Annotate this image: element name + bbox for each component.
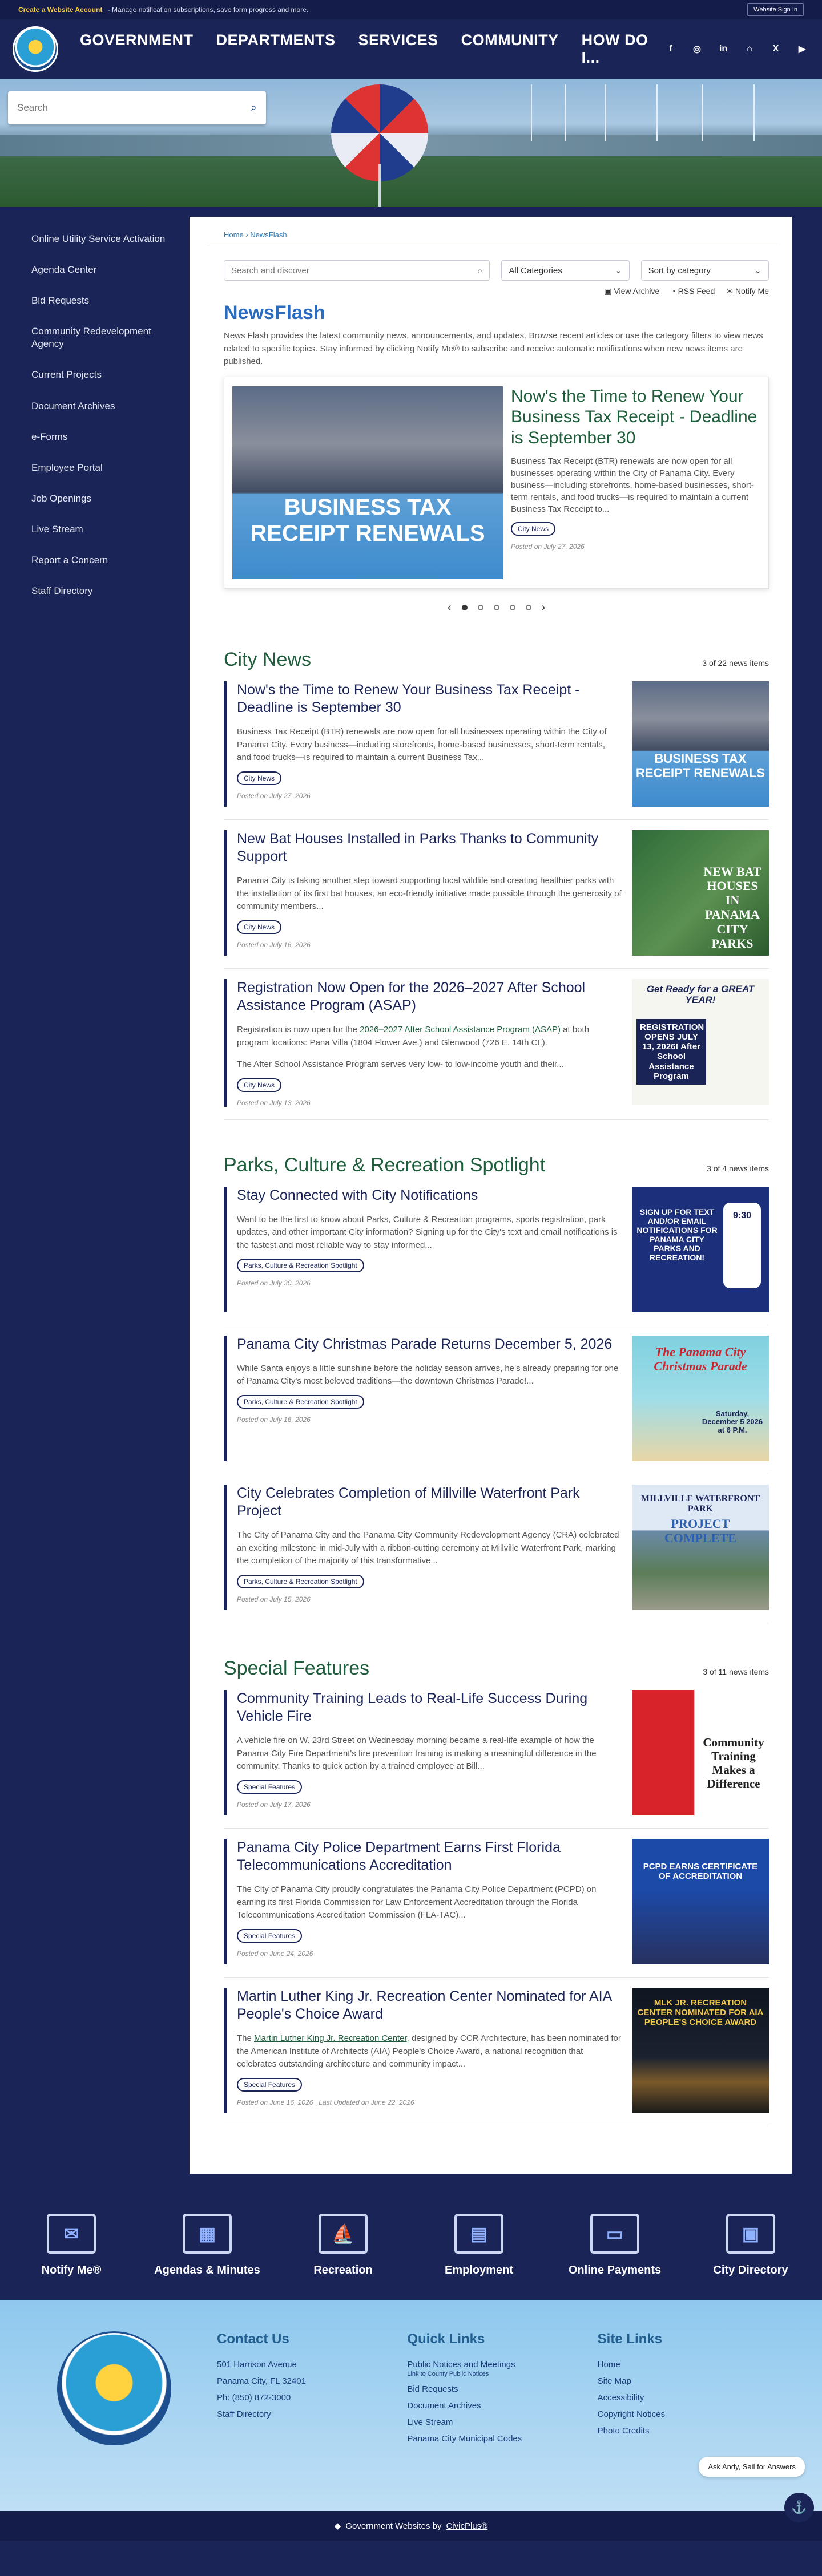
thumbnail-text: MILLVILLE WATERFRONT PARK: [640, 1493, 760, 1514]
sidebar-item-cra[interactable]: Community Redevelopment Agency: [31, 326, 151, 350]
news-item-title[interactable]: New Bat Houses Installed in Parks Thanks to Community Support: [237, 830, 599, 864]
news-item-thumbnail[interactable]: [632, 681, 769, 807]
news-item-posted: Posted on July 16, 2026: [237, 1415, 311, 1424]
breadcrumb-current[interactable]: NewsFlash: [250, 230, 287, 239]
footer-contact: [217, 2331, 407, 2480]
phone-graphic: 9:30: [723, 1203, 761, 1288]
news-item-title[interactable]: Community Training Leads to Real-Life Success During Vehicle Fire: [237, 1690, 588, 1724]
item-accent-bar: [224, 1336, 227, 1461]
quick-link-recreation[interactable]: [277, 2214, 409, 2277]
chevron-down-icon: ⌄: [754, 266, 761, 276]
news-item-title[interactable]: Now's the Time to Renew Your Business Tax Receipt - Deadline is September 30: [237, 681, 580, 715]
news-item-posted: Posted on July 15, 2026: [237, 1595, 311, 1603]
news-item-title[interactable]: Registration Now Open for the 2026–2027 After School Assistance Program (ASAP): [237, 979, 586, 1013]
carousel-controls: [224, 601, 769, 614]
footer-link-label: Public Notices and Meetings: [407, 2360, 515, 2369]
breadcrumb-home[interactable]: Home: [224, 230, 244, 239]
news-item: [224, 820, 769, 969]
sailboat-mast: [656, 84, 658, 141]
archive-icon: ▣: [604, 286, 614, 296]
news-search-input[interactable]: [224, 260, 490, 281]
parks-header: [224, 1154, 769, 1176]
news-item-summary: [237, 1024, 622, 1049]
footer-link-site-map[interactable]: Site Map: [597, 2376, 631, 2386]
news-item-thumbnail[interactable]: [632, 1839, 769, 1964]
sidebar-item-e-forms[interactable]: e-Forms: [31, 431, 68, 442]
news-item: [224, 671, 769, 820]
quick-link-label: Online Payments: [568, 2264, 662, 2276]
footer-link-municipal-codes[interactable]: Panama City Municipal Codes: [407, 2434, 522, 2444]
site-footer: [0, 2300, 822, 2514]
news-filters: [224, 260, 769, 281]
account-prompt: [18, 6, 308, 14]
view-archive-label: View Archive: [614, 286, 660, 296]
item-accent-bar: [224, 1187, 227, 1312]
news-item-summary-2: The After School Assistance Program serves very low- to low-income youth and their...: [237, 1059, 564, 1069]
quick-link-label: Notify Me®: [41, 2264, 102, 2276]
instagram-icon[interactable]: ◎: [693, 45, 701, 54]
vendor-credit: [0, 2511, 822, 2541]
folder-person-icon: ▣: [726, 2214, 775, 2254]
chevron-left-icon[interactable]: ‹: [447, 601, 452, 614]
contact-city: Panama City, FL 32401: [217, 2376, 306, 2386]
item-accent-bar: [224, 1690, 227, 1815]
news-item-tag[interactable]: Special Features: [237, 1929, 302, 1943]
city-logo[interactable]: [13, 26, 58, 72]
civicplus-link[interactable]: CivicPlus®: [446, 2521, 488, 2531]
mlk-center-link[interactable]: Martin Luther King Jr. Recreation Center: [254, 2033, 407, 2043]
news-item-summary: [237, 2032, 622, 2071]
carousel-dot[interactable]: [478, 605, 483, 610]
site-header: [0, 19, 822, 79]
special-features-header: [224, 1657, 769, 1680]
site-search: [8, 91, 266, 124]
contact-phone[interactable]: Ph: (850) 872-3000: [217, 2393, 291, 2403]
quick-link-notify[interactable]: [6, 2214, 137, 2277]
featured-carousel-slide[interactable]: [224, 377, 769, 589]
thumbnail-text-2: PROJECT COMPLETE: [664, 1516, 736, 1545]
news-item: [224, 1829, 769, 1978]
news-item: [224, 1978, 769, 2126]
featured-slide-tag[interactable]: City News: [511, 522, 555, 536]
page-title: NewsFlash: [224, 302, 325, 323]
credit-card-icon: ▭: [590, 2214, 639, 2254]
footer-contact-title: Contact Us: [217, 2331, 289, 2347]
sidebar-item-agenda-center[interactable]: Agenda Center: [31, 264, 97, 276]
item-accent-bar: [224, 1839, 227, 1964]
chat-prompt[interactable]: Ask Andy, Sail for Answers: [699, 2457, 805, 2477]
envelope-icon: ✉: [47, 2214, 96, 2254]
footer-link-bid-requests[interactable]: Bid Requests: [407, 2384, 458, 2394]
item-accent-bar: [224, 681, 227, 807]
sailboat-mast: [754, 84, 755, 141]
sidebar-item-employee-portal[interactable]: Employee Portal: [31, 462, 103, 473]
civicplus-icon: ◆: [334, 2521, 341, 2531]
nav-departments[interactable]: DEPARTMENTS: [216, 31, 336, 48]
thumbnail-date: Saturday, December 5 2026 at 6 P.M.: [702, 1409, 763, 1435]
news-item-title[interactable]: Panama City Christmas Parade Returns December 5, 2026: [237, 1336, 613, 1352]
city-news-title[interactable]: City News: [224, 648, 312, 670]
news-search-placeholder: Search and discover: [231, 265, 309, 276]
sort-select-value: Sort by category: [648, 265, 711, 276]
news-item-summary: The City of Panama City and the Panama City Community Redevelopment Agency (CRA) celebrated an exciting milestone in mid-July with a ribbon-cutting ceremony at Millville Waterfront Park, marking the completion of the majority of this transformative...: [237, 1530, 619, 1566]
news-item-tag[interactable]: Parks, Culture & Recreation Spotlight: [237, 1575, 364, 1588]
thumbnail-text: MLK JR. RECREATION CENTER NOMINATED FOR AIA PEOPLE'S CHOICE AWARD: [637, 1997, 764, 2027]
news-item-tag[interactable]: Parks, Culture & Recreation Spotlight: [237, 1395, 364, 1409]
summary-text: , designed by CCR Architecture, has been nominated for the American Institute of Architects (AIA) People's Choice Award, a national recognition that celebrates outstanding architecture and community impact...: [237, 2033, 621, 2069]
main-nav: [80, 31, 663, 67]
create-account-link[interactable]: Create a Website Account: [18, 6, 103, 14]
carousel-dot[interactable]: [510, 605, 515, 610]
search-icon[interactable]: ⌕: [250, 101, 257, 114]
footer-quick-links: [407, 2331, 597, 2480]
asap-link[interactable]: 2026–2027 After School Assistance Program (ASAP): [360, 1025, 561, 1034]
carousel-dot[interactable]: [494, 605, 499, 610]
linkedin-icon[interactable]: in: [719, 44, 728, 54]
sort-select[interactable]: [641, 260, 769, 281]
x-icon[interactable]: X: [772, 44, 779, 54]
sailboat-mast: [565, 84, 566, 141]
news-item-posted: Posted on July 13, 2026: [237, 1098, 311, 1107]
news-item-thumbnail[interactable]: [632, 830, 769, 956]
footer-link-home[interactable]: Home: [597, 2360, 620, 2369]
news-item-thumbnail[interactable]: [632, 1988, 769, 2113]
news-item-summary: Panama City is taking another step toward supporting local wildlife and creating healthier parks with the installation of its first bat houses, an eco-friendly initiative made possible through the generosity of community members...: [237, 876, 622, 911]
chevron-right-icon[interactable]: ›: [541, 601, 546, 614]
summary-text: Registration is now open for the: [237, 1025, 360, 1034]
news-item: [224, 1474, 769, 1623]
news-item-posted: Posted on June 16, 2026 | Last Updated on June 22, 2026: [237, 2098, 414, 2106]
sidebar: [0, 217, 188, 2174]
parks-title[interactable]: Parks, Culture & Recreation Spotlight: [224, 1154, 546, 1176]
featured-slide-posted: Posted on July 27, 2026: [511, 543, 585, 551]
sidebar-item-document-archives[interactable]: Document Archives: [31, 400, 115, 411]
calendar-check-icon: ▦: [183, 2214, 232, 2254]
news-item-thumbnail[interactable]: [632, 1485, 769, 1610]
news-item-summary: Business Tax Receipt (BTR) renewals are now open for all businesses operating within the City of Panama City. Every business—including storefronts, home-based businesses, short-term rentals, and food trucks—is required to maintain a current Business Tax...: [237, 727, 607, 762]
sailboat-icon: ⛵: [319, 2214, 368, 2254]
sidebar-item-job-openings[interactable]: Job Openings: [31, 492, 91, 504]
briefcase-icon: ▤: [454, 2214, 503, 2254]
breadcrumb: [207, 230, 780, 246]
news-item-summary: A vehicle fire on W. 23rd Street on Wednesday morning became a real-life example of how the Panama City Fire Department's fire prevention training is making a meaningful difference in the community. Thanks to quick action by a trained employee at Bill...: [237, 1736, 597, 1771]
news-item: [224, 1680, 769, 1829]
breadcrumb-separator: ›: [245, 230, 248, 239]
news-item-summary: Want to be the first to know about Parks, Culture & Recreation programs, sports registration, park updates, and other important City information? Signing up for the City's text and email notifications is the fastest and most reliable way to stay informed...: [237, 1214, 618, 1250]
news-item-posted: Posted on July 16, 2026: [237, 940, 311, 949]
quick-link-directory[interactable]: [685, 2214, 816, 2277]
news-item-title[interactable]: Panama City Police Department Earns First Florida Telecommunications Accreditation: [237, 1839, 561, 1873]
thumbnail-text: NEW BAT HOUSES IN PANAMA CITY PARKS: [703, 864, 761, 951]
carousel-dot[interactable]: [526, 605, 531, 610]
footer-site-title: Site Links: [597, 2331, 663, 2347]
quick-link-label: Recreation: [313, 2264, 373, 2276]
main-content: [190, 217, 792, 2174]
pinwheel-stick: [378, 164, 381, 207]
news-item-tag[interactable]: City News: [237, 1078, 281, 1092]
news-item-thumbnail[interactable]: [632, 1336, 769, 1461]
item-accent-bar: [224, 979, 227, 1107]
contact-staff-directory[interactable]: Staff Directory: [217, 2409, 271, 2419]
nav-community[interactable]: COMMUNITY: [461, 31, 559, 48]
nextdoor-icon[interactable]: ⌂: [747, 44, 752, 54]
notify-me-link[interactable]: [726, 286, 769, 296]
quick-link-employment[interactable]: [413, 2214, 545, 2277]
news-item-tag[interactable]: Parks, Culture & Recreation Spotlight: [237, 1259, 364, 1272]
news-item-summary: While Santa enjoys a little sunshine before the holiday season arrives, he's already preparing for one of Panama City's most beloved traditions—the downtown Christmas Parade!...: [237, 1363, 619, 1386]
page-description: News Flash provides the latest community news, announcements, and updates. Browse recent articles or use the category filters to view news related to specific topics. Stay informed by clicking Notify Me® to subscribe and receive automatic notifications when new news items are published.: [224, 331, 763, 366]
news-actions: [224, 286, 769, 296]
item-accent-bar: [224, 1485, 227, 1610]
quick-link-agendas[interactable]: [142, 2214, 273, 2277]
footer-link-live-stream[interactable]: Live Stream: [407, 2417, 453, 2427]
rss-feed-label: RSS Feed: [678, 286, 715, 296]
thumbnail-heading: Get Ready for a GREAT YEAR!: [646, 983, 755, 1006]
sidebar-item-staff-directory[interactable]: Staff Directory: [31, 585, 93, 597]
news-item-tag[interactable]: Special Features: [237, 2078, 302, 2092]
sailboat-mast: [702, 84, 703, 141]
city-seal-logo: [57, 2331, 171, 2445]
footer-link-accessibility[interactable]: Accessibility: [597, 2393, 644, 2403]
item-accent-bar: [224, 1988, 227, 2113]
news-item: [224, 969, 769, 1120]
news-item-posted: Posted on June 24, 2026: [237, 1949, 313, 1958]
thumbnail-text: BUSINESS TAX RECEIPT RENEWALS: [635, 751, 765, 780]
footer-sublink[interactable]: Link to County Public Notices: [407, 2371, 489, 2377]
view-archive-link[interactable]: [604, 286, 659, 296]
quick-link-payments[interactable]: [549, 2214, 680, 2277]
news-item-tag[interactable]: Special Features: [237, 1780, 302, 1794]
news-item-thumbnail[interactable]: [632, 1187, 769, 1312]
business-tax-image-text: BUSINESS TAX RECEIPT RENEWALS: [250, 494, 485, 546]
city-news-header: [224, 649, 769, 671]
footer-quick-title: Quick Links: [407, 2331, 485, 2347]
social-links: [663, 42, 809, 56]
hero-banner: [0, 79, 822, 207]
category-select-value: All Categories: [509, 265, 562, 276]
summary-text: The: [237, 2033, 255, 2043]
nav-how-do-i[interactable]: HOW DO I...: [581, 31, 648, 66]
search-icon[interactable]: ⌕: [477, 265, 483, 276]
top-bar: [0, 0, 822, 19]
website-sign-in-button[interactable]: Website Sign In: [747, 3, 804, 16]
business-tax-image: [232, 386, 503, 579]
city-news-count: 3 of 22 news items: [702, 658, 769, 668]
sidebar-item-current-projects[interactable]: Current Projects: [31, 369, 102, 381]
thumbnail-text: The Panama City Christmas Parade: [654, 1344, 747, 1373]
chatbot-icon[interactable]: ⚓: [784, 2493, 814, 2522]
account-tagline: - Manage notification subscriptions, save form progress and more.: [107, 6, 309, 14]
quick-link-label: City Directory: [713, 2264, 788, 2276]
featured-slide-body: [511, 386, 760, 579]
thumbnail-text: PCPD EARNS CERTIFICATE OF ACCREDITATION: [643, 1861, 758, 1881]
credit-text: Government Websites by: [345, 2521, 442, 2531]
news-item-title[interactable]: Stay Connected with City Notifications: [237, 1187, 478, 1203]
special-features-count: 3 of 11 news items: [703, 1667, 769, 1676]
featured-slide-summary: Business Tax Receipt (BTR) renewals are now open for all businesses operating within the City of Panama City. Every business—including storefronts, home-based businesses, short-term rentals, and food trucks—is required to maintain a current Business Tax Receipt to...: [511, 456, 755, 515]
site-search-input[interactable]: [17, 102, 251, 114]
news-item-posted: Posted on July 30, 2026: [237, 1279, 311, 1288]
footer-link-photo-credits[interactable]: Photo Credits: [597, 2426, 650, 2436]
special-features-title[interactable]: Special Features: [224, 1657, 370, 1679]
sailboat-mast: [605, 84, 606, 141]
bell-icon: ✉: [726, 286, 735, 296]
featured-slide-title[interactable]: Now's the Time to Renew Your Business Tax Receipt - Deadline is September 30: [511, 386, 757, 447]
footer-link-copyright[interactable]: Copyright Notices: [597, 2409, 666, 2419]
sidebar-item-live-stream[interactable]: Live Stream: [31, 523, 83, 535]
footer-link-document-archives[interactable]: Document Archives: [407, 2401, 481, 2411]
news-item-posted: Posted on July 17, 2026: [237, 1800, 311, 1809]
quick-link-label: Agendas & Minutes: [154, 2264, 260, 2276]
news-item-posted: Posted on July 27, 2026: [237, 791, 311, 800]
parks-count: 3 of 4 news items: [707, 1163, 769, 1173]
news-item-tag[interactable]: City News: [237, 771, 281, 785]
summary-text: at both program locations: Pana Villa (1804 Flower Ave.) and Glenwood (726 E. 14th Ct.).: [237, 1025, 590, 1048]
quick-link-label: Employment: [444, 2264, 514, 2276]
facebook-icon[interactable]: f: [669, 44, 672, 54]
quick-icon-links: [0, 2174, 822, 2300]
thumbnail-text: SIGN UP FOR TEXT AND/OR EMAIL NOTIFICATIONS FOR PANAMA CITY PARKS AND RECREATION!: [636, 1207, 718, 1262]
youtube-icon[interactable]: ▶: [798, 45, 806, 54]
news-item-tag[interactable]: City News: [237, 920, 281, 934]
chevron-down-icon: ⌄: [615, 266, 622, 276]
category-select[interactable]: [501, 260, 629, 281]
notify-me-label: Notify Me: [735, 286, 769, 296]
news-item: [224, 1325, 769, 1474]
news-item-thumbnail[interactable]: [632, 979, 769, 1105]
sidebar-item-bid-requests[interactable]: Bid Requests: [31, 295, 90, 306]
thumbnail-text: REGISTRATION OPENS JULY 13, 2026! After School Assistance Program: [636, 1019, 706, 1085]
sidebar-item-report-concern[interactable]: Report a Concern: [31, 555, 108, 566]
rss-feed-link[interactable]: [671, 286, 715, 296]
sidebar-item-utility-activation[interactable]: Online Utility Service Activation: [31, 233, 166, 244]
thumbnail-text: Community Training Makes a Difference: [703, 1735, 764, 1790]
contact-address: 501 Harrison Avenue: [217, 2360, 297, 2369]
footer-link-public-notices[interactable]: [407, 2360, 597, 2377]
nav-government[interactable]: GOVERNMENT: [80, 31, 194, 48]
news-item: [224, 1176, 769, 1325]
news-item-thumbnail[interactable]: [632, 1690, 769, 1815]
news-item-title[interactable]: Martin Luther King Jr. Recreation Center Nominated for AIA People's Choice Award: [237, 1988, 611, 2022]
news-item-summary: The City of Panama City proudly congratulates the Panama City Police Department (PCPD) on earning its first Florida Commission for Law Enforcement Accreditation through the Florida Telecommunications Accreditation Commission (FLA-TAC)...: [237, 1885, 597, 1920]
rss-icon: ◔: [671, 286, 678, 296]
sailboat-mast: [531, 84, 532, 141]
news-item-title[interactable]: City Celebrates Completion of Millville Waterfront Park Project: [237, 1485, 580, 1519]
item-accent-bar: [224, 830, 227, 956]
nav-services[interactable]: SERVICES: [358, 31, 438, 48]
carousel-dot[interactable]: [462, 605, 468, 610]
